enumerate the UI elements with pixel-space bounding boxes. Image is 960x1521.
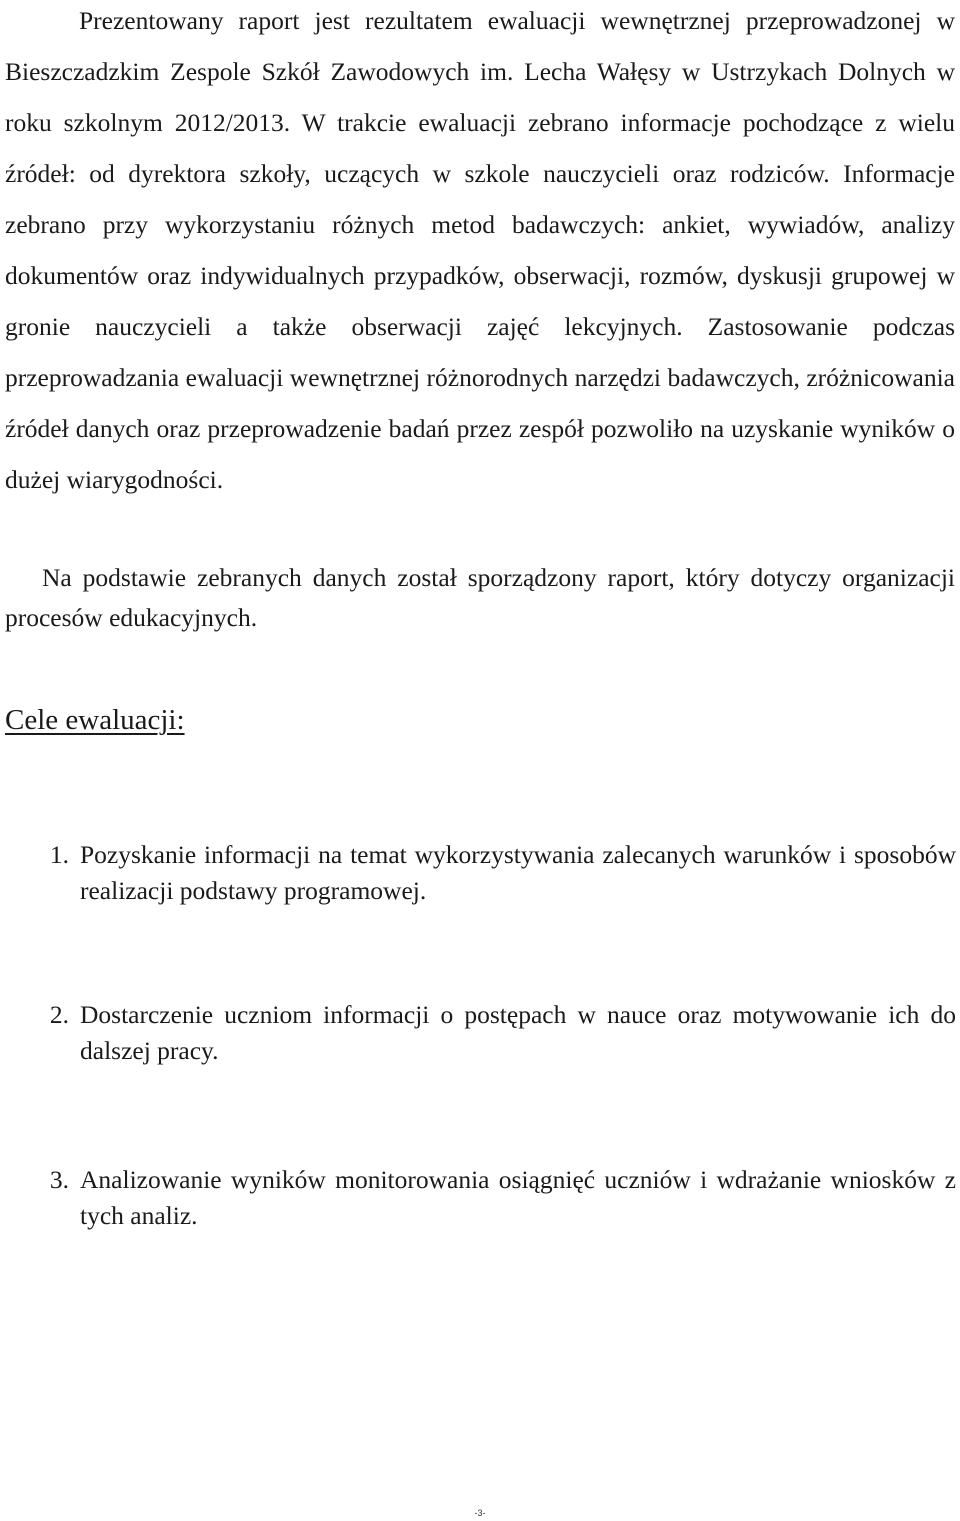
goal-number: 2. <box>49 1000 69 1029</box>
intro-paragraph: Prezentowany raport jest rezultatem ewaluacji wewnętrznej przeprowadzonej w Bieszczadzkim Zespole Szkół Zawodowych im. Lecha Wałęsy w Ustrzykach Dolnych w roku szkolnym 2012/2013. W trakcie ewaluacji zebrano informacje pochodzące z wielu źródeł: od dyrektora szkoły, uczących w szkole nauczycieli oraz rodziców. Informacje zebrano przy wykorzystaniu różnych metod badawczych: ankiet, wywiadów, analizy dokumentów oraz indywidualnych przypadków, obserwacji, rozmów, dyskusji grupowej w gronie nauczycieli a także obserwacji zajęć lekcyjnych. Zastosowanie podczas przeprowadzania ewaluacji wewnętrznej różnorodnych narzędzi badawczych, zróżnicowania źródeł danych oraz przeprowadzenie badań przez zespół pozwoliło na uzyskanie wyników o dużej wiarygodności. <box>5 6 955 494</box>
page-number: -3- <box>474 1508 486 1518</box>
goal-text: Dostarczenie uczniom informacji o postępach w nauce oraz motywowanie ich do dalszej pracy. <box>80 1000 956 1065</box>
goal-text: Analizowanie wyników monitorowania osiągnięć uczniów i wdrażanie wniosków z tych analiz. <box>80 1165 956 1230</box>
goal-item <box>0 837 960 909</box>
goal-number: 3. <box>49 1165 69 1194</box>
goal-item <box>0 997 960 1069</box>
goal-text: Pozyskanie informacji na temat wykorzystywania zalecanych warunków i sposobów realizacji podstawy programowej. <box>80 840 956 905</box>
goal-item <box>0 1162 960 1234</box>
summary-paragraph: Na podstawie zebranych danych został sporządzony raport, który dotyczy organizacji procesów edukacyjnych. <box>5 563 955 632</box>
goals-heading: Cele ewaluacji: <box>5 704 185 736</box>
goal-number: 1. <box>49 840 69 869</box>
